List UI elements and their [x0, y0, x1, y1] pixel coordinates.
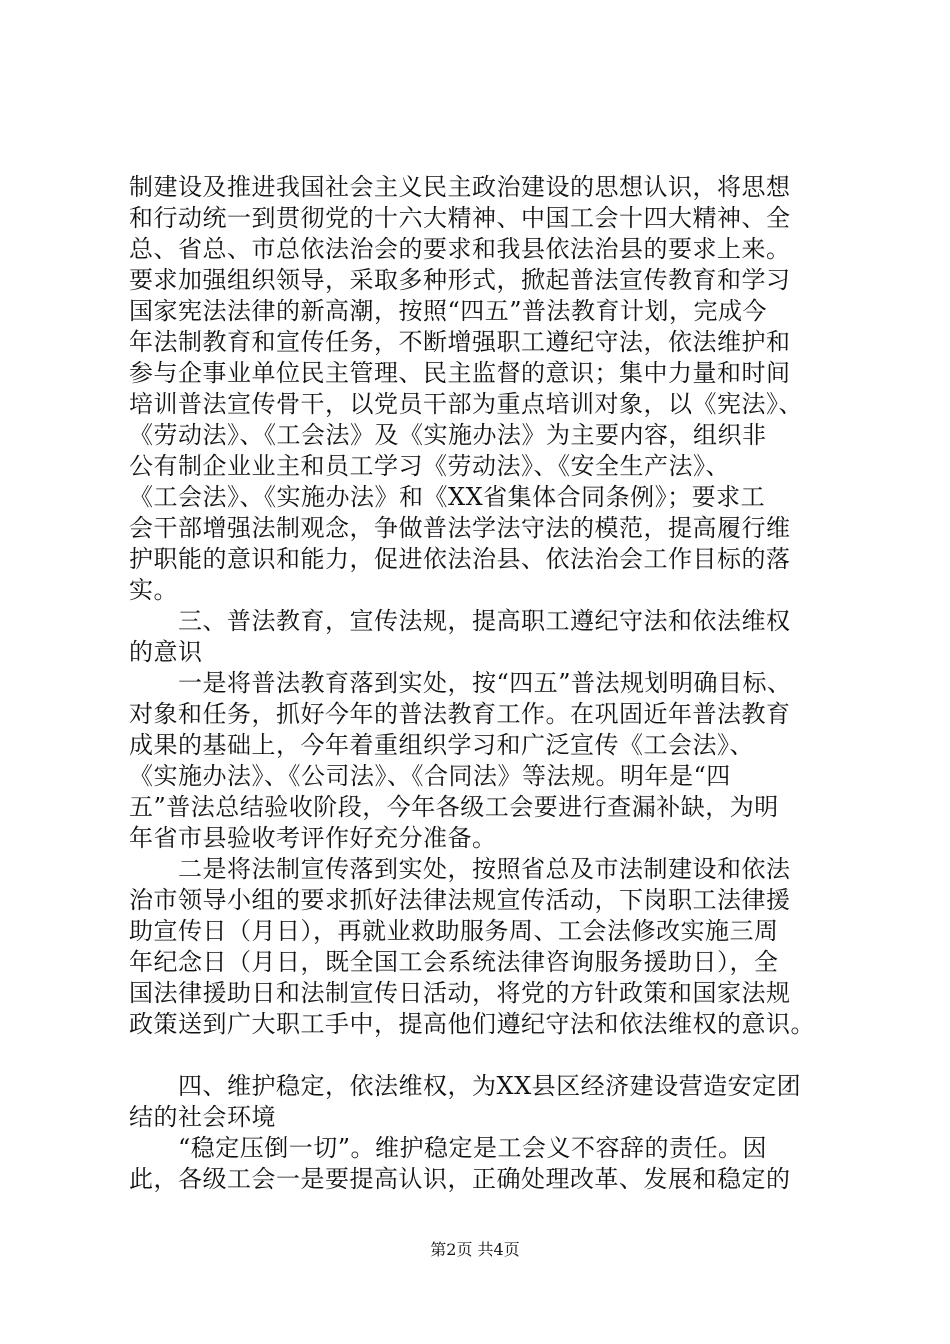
blank-line [129, 1040, 849, 1071]
text-line: “稳定压倒一切”。维护稳定是工会义不容辞的责任。因 [129, 1134, 768, 1162]
text-line: 护职能的意识和能力，促进依法治县、依法治会工作目标的落 [129, 545, 791, 573]
text-line: 年法制教育和宣传任务，不断增强职工遵纪守法，依法维护和 [129, 328, 791, 356]
text-line: 实。 [129, 576, 178, 604]
text-line: 治市领导小组的要求抓好法律法规宣传活动，下岗职工法律援 [129, 886, 791, 914]
text-line: 助宣传日（月日），再就业救助服务周、工会法修改实施三周 [129, 917, 779, 945]
text-line: 对象和任务，抓好今年的普法教育工作。在巩固近年普法教育 [129, 700, 791, 728]
text-line: 培训普法宣传骨干，以党员干部为重点培训对象，以《宪法》、 [129, 390, 803, 418]
text-line: 此，各级工会一是要提高认识，正确处理改革、发展和稳定的 [129, 1165, 791, 1193]
text-line: 参与企事业单位民主管理、民主监督的意识；集中力量和时间 [129, 359, 791, 387]
text-line: 一是将普法教育落到实处，按“四五”普法规划明确目标、 [129, 669, 792, 697]
page-footer [0, 1240, 950, 1260]
text-line: 政策送到广大职工手中，提高他们遵纪守法和依法维权的意识。 [129, 1010, 815, 1038]
text-line: 会干部增强法制观念，争做普法学法守法的模范，提高履行维 [129, 514, 791, 542]
document-body [129, 172, 849, 1195]
text-line: 年省市县验收考评作好充分准备。 [129, 824, 497, 852]
section-heading-line: 的意识 [129, 638, 203, 666]
text-line: 总、省总、市总依法治会的要求和我县依法治县的要求上来。 [129, 235, 791, 263]
text-line: 《劳动法》、《工会法》及《实施办法》为主要内容，组织非 [129, 421, 767, 449]
page-number-label: 第2页 共4页 [430, 1240, 520, 1259]
text-line: 要求加强组织领导，采取多种形式，掀起普法宣传教育和学习 [129, 266, 791, 294]
text-line: 年纪念日（月日，既全国工会系统法律咨询服务援助日），全 [129, 948, 779, 976]
text-line: 国法律援助日和法制宣传日活动，将党的方针政策和国家法规 [129, 979, 791, 1007]
section-heading-line: 三、普法教育，宣传法规，提高职工遵纪守法和依法维权 [129, 607, 791, 635]
section-heading-line: 结的社会环境 [129, 1103, 276, 1131]
text-line: 和行动统一到贯彻党的十六大精神、中国工会十四大精神、全 [129, 204, 791, 232]
text-line: 成果的基础上，今年着重组织学习和广泛宣传《工会法》、 [129, 731, 754, 759]
text-line: 公有制企业业主和员工学习《劳动法》、《安全生产法》、 [129, 452, 730, 480]
text-line: 二是将法制宣传落到实处，按照省总及市法制建设和依法 [129, 855, 791, 883]
text-line: 《工会法》、《实施办法》和《XX省集体合同条例》；要求工 [129, 483, 766, 511]
text-line: 国家宪法法律的新高潮，按照“四五”普法教育计划，完成今 [129, 297, 768, 325]
text-line: 制建设及推进我国社会主义民主政治建设的思想认识，将思想 [129, 173, 791, 201]
text-line: 五”普法总结验收阶段，今年各级工会要进行查漏补缺，为明 [129, 793, 779, 821]
section-heading-line: 四、维护稳定，依法维权，为XX县区经济建设营造安定团 [129, 1072, 802, 1100]
text-line: 《实施办法》、《公司法》、《合同法》等法规。明年是“四 [129, 762, 731, 790]
